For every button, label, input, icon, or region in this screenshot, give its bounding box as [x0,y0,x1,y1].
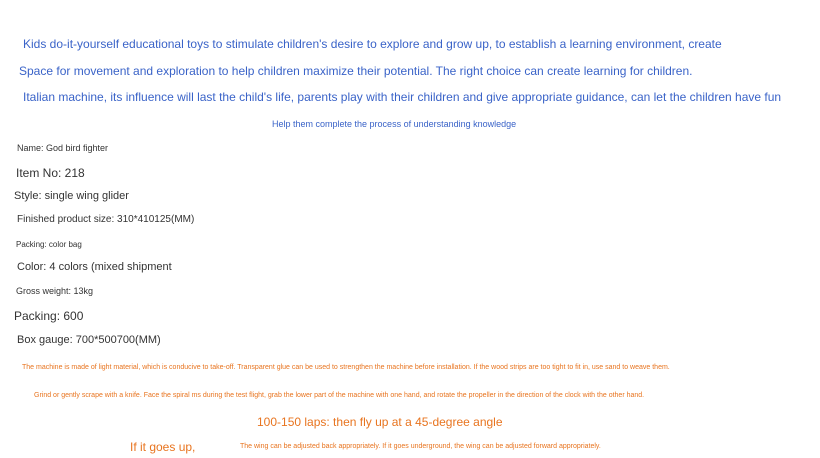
intro-line-4: Help them complete the process of understanding knowledge [272,119,517,129]
spec-size: Finished product size: 310*410125(MM) [17,214,195,225]
spec-packing-qty: Packing: 600 [14,309,84,323]
intro-line-3: Italian machine, its influence will last the child's life, parents play with their children and give appropriate guidance, can let the children have fun [23,90,782,104]
spec-style: Style: single wing glider [14,190,129,202]
spec-gross-weight: Gross weight: 13kg [16,286,94,296]
spec-packing-type: Packing: color bag [16,240,82,249]
instruction-laps: 100-150 laps: then fly up at a 45-degree angle [257,415,503,429]
instruction-line-1: The machine is made of light material, which is conducive to take-off. Transparent glue can be used to strengthen the machine before installation. If the wood strips are too tight to fit in, use sand to weave them. [22,364,670,371]
spec-item-no: Item No: 218 [16,166,85,180]
instruction-line-2: Grind or gently scrape with a knife. Face the spiral ms during the test flight, grab the lower part of the machine with one hand, and rotate the propeller in the direction of the clock with the other hand. [34,392,645,399]
instruction-goes-up: If it goes up, [130,440,196,454]
instruction-wing-adjust: The wing can be adjusted back appropriately. If it goes underground, the wing can be adjusted forward appropriately. [240,443,601,450]
spec-box-gauge: Box gauge: 700*500700(MM) [17,334,161,346]
intro-line-2: Space for movement and exploration to help children maximize their potential. The right choice can create learning for children. [19,64,693,78]
cut-off-text-line [128,454,693,458]
spec-name: Name: God bird fighter [17,143,109,153]
spec-color: Color: 4 colors (mixed shipment [17,261,172,273]
intro-line-1: Kids do-it-yourself educational toys to stimulate children's desire to explore and grow up, to establish a learning environment, create [23,37,722,51]
